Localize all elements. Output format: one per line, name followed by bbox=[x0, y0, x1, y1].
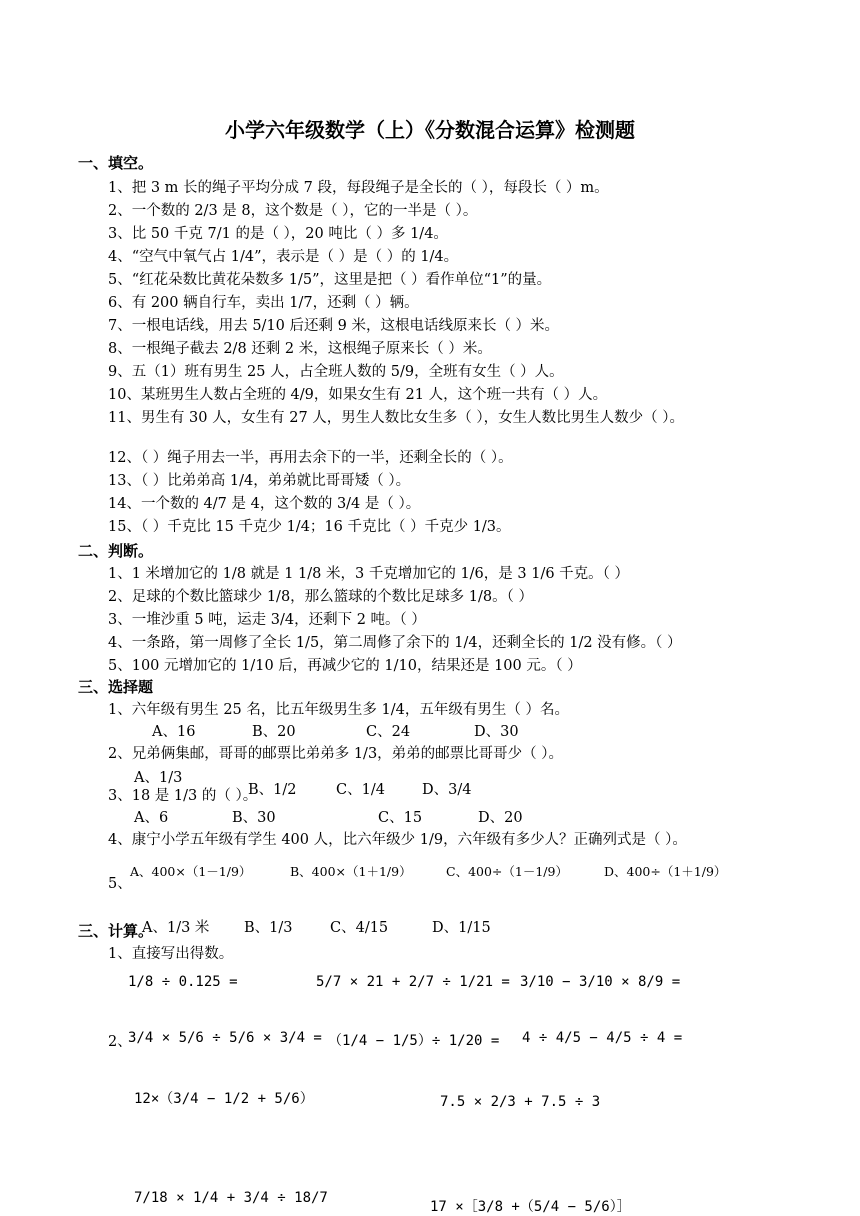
choice-question: 1、六年级有男生 25 名，比五年级男生多 1/4，五年级有男生（ ）名。 bbox=[108, 702, 569, 718]
fill-item: 14、一个数的 4/7 是 4，这个数的 3/4 是（ ）。 bbox=[108, 496, 421, 512]
choice-option: A、1/3 bbox=[134, 770, 183, 786]
choice-option: D、1/15 bbox=[432, 920, 491, 936]
choice-option: C、4/15 bbox=[330, 920, 389, 936]
fill-item: 6、有 200 辆自行车，卖出 1/7，还剩（ ）辆。 bbox=[108, 295, 419, 311]
fill-item: 15、（ ）千克比 15 千克少 1/4；16 千克比（ ）千克少 1/3。 bbox=[108, 519, 511, 535]
calc-expression: 7.5 × 2/3 + 7.5 ÷ 3 bbox=[440, 1094, 601, 1110]
judge-item: 5、100 元增加它的 1/10 后，再减少它的 1/10，结果还是 100 元。（ ） bbox=[108, 658, 582, 674]
calc-expression: 1/8 ÷ 0.125 = bbox=[128, 974, 238, 990]
choice-option: C、24 bbox=[366, 724, 411, 740]
choice-question: 3、18 是 1/3 的（ ）。 bbox=[108, 788, 258, 804]
fill-item: 5、“红花朵数比黄花朵数多 1/5”，这里是把（ ）看作单位“1”的量。 bbox=[108, 272, 552, 288]
fill-item: 13、（ ）比弟弟高 1/4，弟弟就比哥哥矮（ ）。 bbox=[108, 473, 411, 489]
section-choice-heading: 三、选择题 bbox=[78, 678, 154, 696]
choice-option: B、20 bbox=[252, 724, 296, 740]
fill-item: 8、一根绳子截去 2/8 还剩 2 米，这根绳子原来长（ ）米。 bbox=[108, 341, 492, 357]
judge-item: 2、足球的个数比篮球少 1/8，那么篮球的个数比足球多 1/8。（ ） bbox=[108, 589, 533, 605]
fill-item: 11、男生有 30 人，女生有 27 人，男生人数比女生多（ ），女生人数比男生人数少（ ）。 bbox=[108, 410, 685, 426]
choice-option: D、400÷（1＋1/9） bbox=[604, 864, 727, 879]
fill-item: 10、某班男生人数占全班的 4/9，如果女生有 21 人，这个班一共有（ ）人。 bbox=[108, 387, 608, 403]
calc-expression: 12×（3/4 − 1/2 + 5/6） bbox=[134, 1091, 314, 1107]
choice-question: 5、 bbox=[108, 876, 132, 892]
calc-expression: 17 ×［3/8 +（5/4 − 5/6）］ bbox=[430, 1199, 631, 1215]
calc-expression: 3/4 × 5/6 ÷ 5/6 × 3/4 = bbox=[128, 1030, 322, 1046]
calc-subheading: 1、直接写出得数。 bbox=[108, 946, 234, 962]
fill-item: 7、一根电话线，用去 5/10 后还剩 9 米，这根电话线原来长（ ）米。 bbox=[108, 318, 560, 334]
choice-option: D、20 bbox=[478, 810, 523, 826]
choice-question: 4、康宁小学五年级有学生 400 人，比六年级少 1/9，六年级有多少人？正确列式是（ ）。 bbox=[108, 832, 687, 848]
choice-option: C、400÷（1－1/9） bbox=[446, 864, 568, 879]
fill-item: 2、一个数的 2/3 是 8，这个数是（ ），它的一半是（ ）。 bbox=[108, 203, 478, 219]
fill-item: 12、（ ）绳子用去一半，再用去余下的一半，还剩全长的（ ）。 bbox=[108, 450, 513, 466]
choice-option: B、30 bbox=[232, 810, 276, 826]
calc-expression: 3/10 − 3/10 × 8/9 = bbox=[520, 974, 681, 990]
calc-subheading: 2、 bbox=[108, 1034, 132, 1050]
choice-option: A、16 bbox=[152, 724, 196, 740]
choice-option: B、400×（1＋1/9） bbox=[290, 864, 412, 879]
choice-option: A、400×（1－1/9） bbox=[130, 864, 252, 879]
calc-expression: 4 ÷ 4/5 − 4/5 ÷ 4 = bbox=[522, 1030, 683, 1046]
choice-option: B、1/3 bbox=[244, 920, 293, 936]
section-judge-heading: 二、判断。 bbox=[78, 542, 154, 560]
choice-option: B、1/2 bbox=[248, 782, 297, 798]
calc-expression: 7/18 × 1/4 + 3/4 ÷ 18/7 bbox=[134, 1190, 328, 1206]
choice-option: A、1/3 米 bbox=[142, 920, 210, 936]
choice-option: C、1/4 bbox=[336, 782, 385, 798]
fill-item: 3、比 50 千克 7/1 的是（ ），20 吨比（ ）多 1/4。 bbox=[108, 226, 448, 242]
fill-item: 1、把 3 m 长的绳子平均分成 7 段，每段绳子是全长的（ ），每段长（ ）m。 bbox=[108, 180, 609, 196]
fill-item: 9、五（1）班有男生 25 人，占全班人数的 5/9，全班有女生（ ）人。 bbox=[108, 364, 564, 380]
fill-item: 4、“空气中氧气占 1/4”，表示是（ ）是（ ）的 1/4。 bbox=[108, 249, 459, 265]
choice-question: 2、兄弟俩集邮，哥哥的邮票比弟弟多 1/3，弟弟的邮票比哥哥少（ ）。 bbox=[108, 746, 564, 762]
calc-expression: 5/7 × 21 + 2/7 ÷ 1/21 = bbox=[316, 974, 510, 990]
choice-option: C、15 bbox=[378, 810, 423, 826]
section-calc-heading: 三、计算。 bbox=[78, 922, 154, 940]
choice-option: D、30 bbox=[474, 724, 519, 740]
choice-option: A、6 bbox=[134, 810, 169, 826]
calc-expression: （1/4 − 1/5）÷ 1/20 = bbox=[328, 1033, 500, 1049]
page-title: 小学六年级数学（上）《分数混合运算》检测题 bbox=[225, 118, 635, 142]
judge-item: 3、一堆沙重 5 吨，运走 3/4，还剩下 2 吨。（ ） bbox=[108, 612, 426, 628]
choice-option: D、3/4 bbox=[422, 782, 472, 798]
judge-item: 4、一条路，第一周修了全长 1/5，第二周修了余下的 1/4，还剩全长的 1/2 没有修。（ ） bbox=[108, 635, 682, 651]
judge-item: 1、1 米增加它的 1/8 就是 1 1/8 米，3 千克增加它的 1/6，是 3 1/6 千克。（ ） bbox=[108, 566, 630, 582]
section-fill-heading: 一、填空。 bbox=[78, 154, 154, 172]
